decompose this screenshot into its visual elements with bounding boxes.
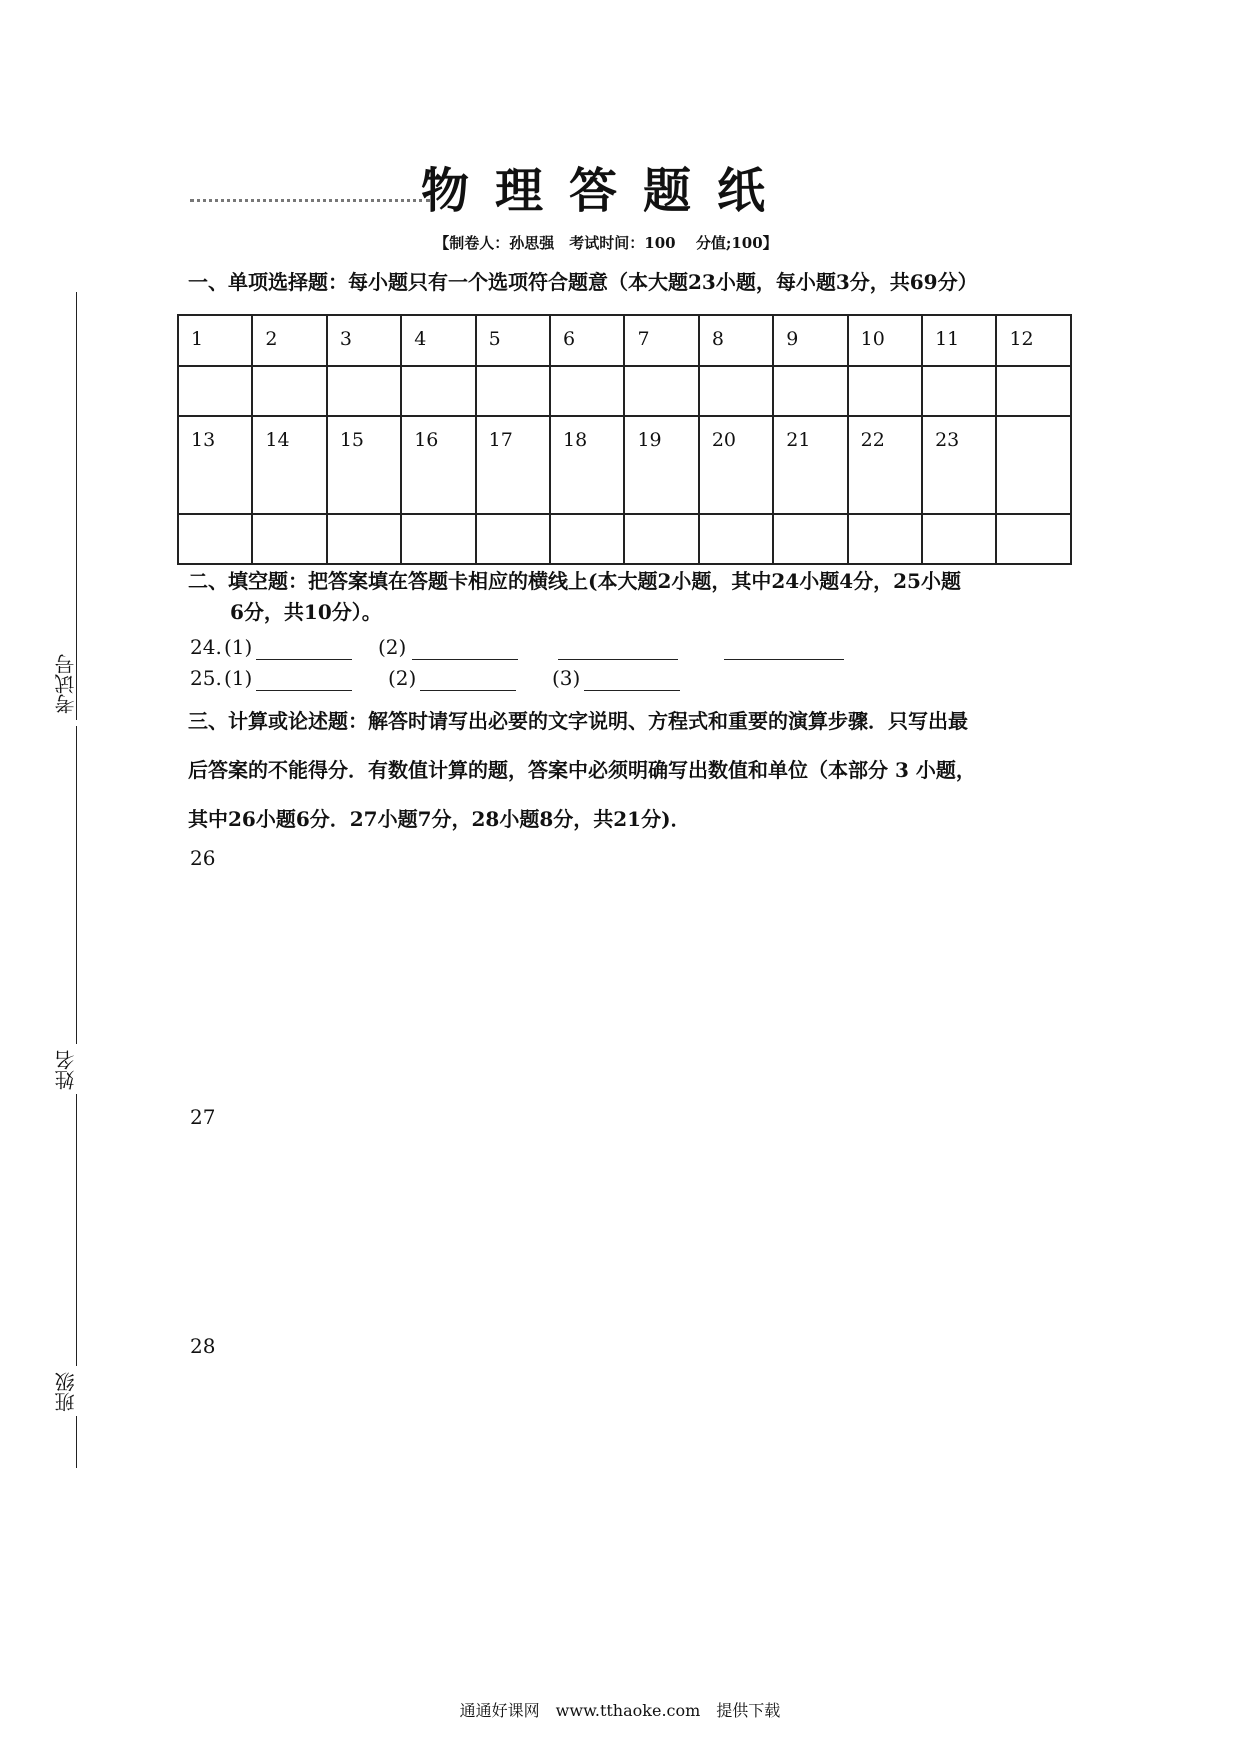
answer-cell[interactable] [178, 514, 252, 564]
question-number-cell: 5 [476, 315, 550, 366]
answer-cell[interactable] [848, 514, 922, 564]
question-number-cell: 19 [624, 416, 698, 514]
question-26-number: 26 [190, 846, 216, 870]
question-number-cell: 1 [178, 315, 252, 366]
answer-cell[interactable] [550, 514, 624, 564]
question-number-cell: 22 [848, 416, 922, 514]
answer-cell[interactable] [848, 366, 922, 416]
answer-cell[interactable] [624, 514, 698, 564]
margin-line-bottom [76, 1094, 77, 1366]
q24-part1-label: (1) [224, 635, 253, 659]
section3-instructions-line3: 其中26小题6分．27小题7分，28小题8分，共21分)． [188, 807, 691, 831]
table-row-numbers-2 [178, 416, 1071, 514]
question-number-cell: 12 [996, 315, 1071, 366]
question-number-cell: 16 [401, 416, 475, 514]
question-number-cell: 3 [327, 315, 401, 366]
q24-number: 24. [190, 635, 222, 659]
answer-cell[interactable] [773, 514, 847, 564]
q24-part2-label: (2) [378, 635, 407, 659]
question-number-cell: 13 [178, 416, 252, 514]
question-number-cell: 14 [252, 416, 326, 514]
q25-blank-3[interactable] [584, 668, 680, 691]
question-number-cell: 15 [327, 416, 401, 514]
table-row-answers-1 [178, 366, 1071, 416]
section3-instructions-line2: 后答案的不能得分．有数值计算的题，答案中必须明确写出数值和单位（本部分 3 小题， [188, 758, 976, 782]
question-number-cell: 7 [624, 315, 698, 366]
table-row-answers-2 [178, 514, 1071, 564]
answer-cell[interactable] [922, 366, 996, 416]
q24-blank-1[interactable] [256, 637, 352, 660]
answer-cell[interactable] [401, 514, 475, 564]
q25-blank-1[interactable] [256, 668, 352, 691]
empty-cell [996, 416, 1071, 514]
choice-answer-table [177, 314, 1072, 565]
question-number-cell: 2 [252, 315, 326, 366]
answer-cell[interactable] [476, 366, 550, 416]
answer-cell[interactable] [252, 514, 326, 564]
q25-part1-label: (1) [224, 666, 253, 690]
question-number-cell: 10 [848, 315, 922, 366]
question-number-cell: 8 [699, 315, 773, 366]
answer-cell[interactable] [327, 366, 401, 416]
answer-cell[interactable] [699, 366, 773, 416]
answer-cell[interactable] [699, 514, 773, 564]
q25-number: 25. [190, 666, 222, 690]
section1-heading: 一、单项选择题：每小题只有一个选项符合题意（本大题23小题，每小题3分，共69分） [188, 270, 978, 294]
q25-part2-label: (2) [388, 666, 417, 690]
footer-source: 通通好课网 www.tthaoke.com 提供下载 [459, 1701, 781, 1720]
section2-heading-cont: 6分，共10分）。 [230, 600, 382, 624]
answer-cell[interactable] [327, 514, 401, 564]
question-number-cell: 6 [550, 315, 624, 366]
question-number-cell: 9 [773, 315, 847, 366]
question-number-cell: 20 [699, 416, 773, 514]
question-number-cell: 23 [922, 416, 996, 514]
question-27-number: 27 [190, 1105, 216, 1129]
name-label: 姓名 [54, 1050, 78, 1090]
page-title: 物理答题纸 [420, 163, 791, 219]
answer-cell[interactable] [996, 514, 1071, 564]
question-28-number: 28 [190, 1334, 216, 1358]
table-row-numbers-1 [178, 315, 1071, 366]
q25-blank-2[interactable] [420, 668, 516, 691]
answer-cell[interactable] [252, 366, 326, 416]
answer-cell[interactable] [773, 366, 847, 416]
section3-instructions-line1: 三、计算或论述题：解答时请写出必要的文字说明、方程式和重要的演算步骤．只写出最 [188, 709, 968, 733]
margin-line-end [76, 1416, 77, 1468]
section2-heading: 二、填空题：把答案填在答题卡相应的横线上(本大题2小题，其中24小题4分，25小题 [188, 569, 961, 593]
question-number-cell: 11 [922, 315, 996, 366]
question-number-cell: 18 [550, 416, 624, 514]
question-number-cell: 4 [401, 315, 475, 366]
answer-cell[interactable] [624, 366, 698, 416]
question-number-cell: 21 [773, 416, 847, 514]
q25-part3-label: (3) [552, 666, 581, 690]
answer-cell[interactable] [476, 514, 550, 564]
answer-cell[interactable] [922, 514, 996, 564]
answer-cell[interactable] [401, 366, 475, 416]
q24-blank-4[interactable] [724, 637, 844, 660]
answer-cell[interactable] [550, 366, 624, 416]
question-number-cell: 17 [476, 416, 550, 514]
q24-blank-2[interactable] [412, 637, 518, 660]
margin-line-middle [76, 726, 77, 1044]
answer-cell[interactable] [996, 366, 1071, 416]
q24-blank-3[interactable] [558, 637, 678, 660]
answer-cell[interactable] [178, 366, 252, 416]
exam-number-label: 考试号 [54, 654, 78, 714]
exam-info: 【制卷人：孙思强 考试时间：100 分值;100】 [434, 234, 778, 252]
class-label: 班级 [54, 1372, 78, 1412]
